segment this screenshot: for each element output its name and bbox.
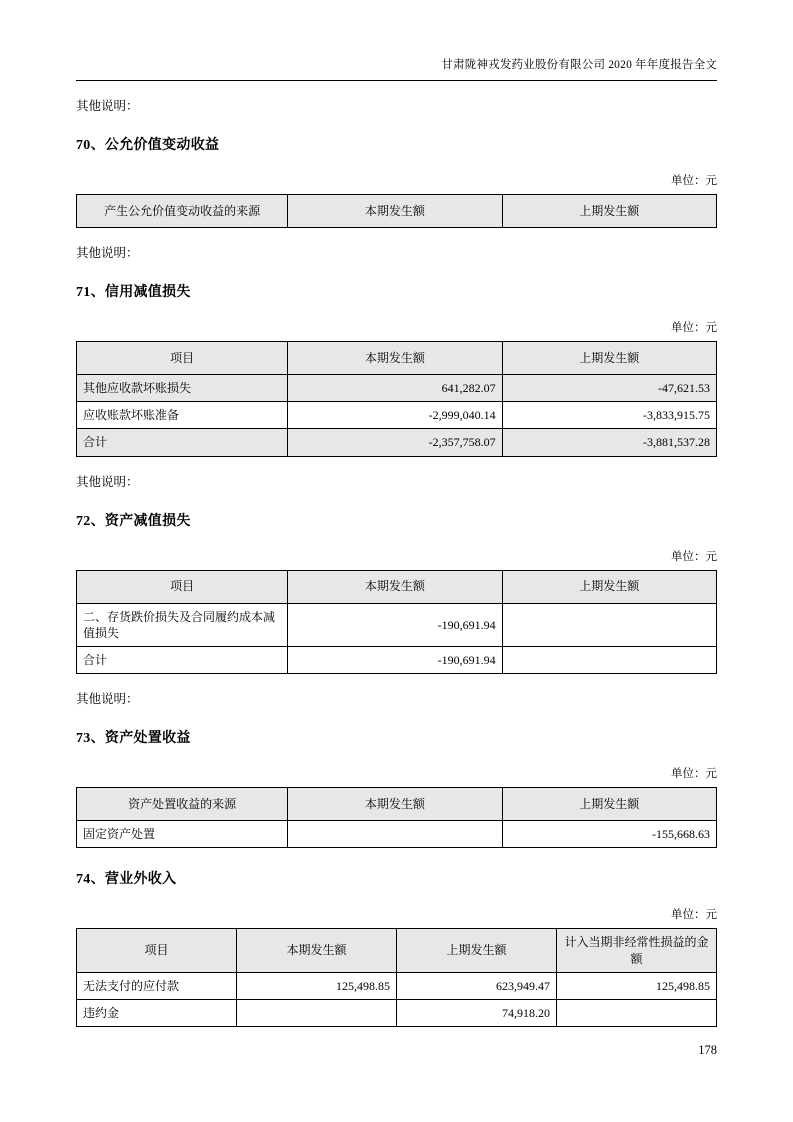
section-heading-73: 73、资产处置收益 — [76, 731, 191, 747]
column-header: 产生公允价值变动收益的来源 — [77, 195, 288, 228]
section-heading-71: 71、信用减值损失 — [76, 285, 191, 300]
row-value-current: -2,357,758.07 — [288, 429, 502, 456]
row-label: 应收账款坏账准备 — [77, 402, 288, 429]
column-header: 上期发生额 — [397, 929, 557, 972]
row-label: 无法支付的应付款 — [77, 972, 237, 999]
column-header: 本期发生额 — [288, 195, 502, 228]
table-asset-impairment-loss — [76, 570, 717, 675]
unit-label-70: 单位：元 — [671, 175, 717, 187]
row-value-previous: -3,833,915.75 — [502, 402, 716, 429]
other-note-72: 其他说明： — [76, 692, 139, 707]
row-label: 合计 — [77, 646, 288, 673]
column-header: 上期发生额 — [502, 788, 716, 821]
column-header: 本期发生额 — [288, 788, 502, 821]
row-label: 二、存货跌价损失及合同履约成本减值损失 — [77, 603, 288, 646]
unit-label-74: 单位：元 — [671, 909, 717, 922]
column-header: 本期发生额 — [288, 342, 502, 375]
table-row-total — [77, 429, 717, 456]
table-fair-value-change-income — [76, 194, 717, 228]
row-value-current: -2,999,040.14 — [288, 402, 502, 429]
table-row — [77, 821, 717, 848]
page-number: 178 — [698, 1043, 717, 1057]
other-note-71: 其他说明： — [76, 474, 139, 489]
column-header: 上期发生额 — [502, 342, 716, 375]
other-note-70: 其他说明： — [76, 246, 139, 260]
row-label: 其他应收款坏账损失 — [77, 375, 288, 402]
column-header: 项目 — [77, 342, 288, 375]
column-header: 资产处置收益的来源 — [77, 788, 288, 821]
column-header: 上期发生额 — [502, 570, 716, 603]
table-row — [77, 402, 717, 429]
row-value-nonrecurring: 125,498.85 — [557, 972, 717, 999]
row-value-current: 125,498.85 — [237, 972, 397, 999]
row-label: 违约金 — [77, 999, 237, 1026]
unit-label-72: 单位：元 — [671, 550, 717, 563]
row-value-current — [288, 821, 502, 848]
table-row — [77, 375, 717, 402]
column-header: 计入当期非经常性损益的金额 — [557, 929, 717, 972]
row-value-previous: -3,881,537.28 — [502, 429, 716, 456]
row-value-current: 641,282.07 — [288, 375, 502, 402]
row-label: 固定资产处置 — [77, 821, 288, 848]
unit-label-73: 单位：元 — [671, 768, 717, 781]
table-row-total — [77, 646, 717, 673]
section-heading-70: 70、公允价值变动收益 — [76, 138, 220, 153]
top-other-note: 其他说明： — [76, 99, 139, 113]
table-header-row — [77, 788, 717, 821]
column-header: 项目 — [77, 570, 288, 603]
table-header-row — [77, 195, 717, 228]
row-value-previous: 74,918.20 — [397, 999, 557, 1026]
section-heading-74: 74、营业外收入 — [76, 872, 177, 888]
unit-label-71: 单位：元 — [671, 322, 717, 334]
table-header-row — [77, 929, 717, 972]
row-value-current: -190,691.94 — [288, 646, 502, 673]
table-row — [77, 999, 717, 1026]
table-row — [77, 603, 717, 646]
row-value-current: -190,691.94 — [288, 603, 502, 646]
column-header: 本期发生额 — [288, 570, 502, 603]
row-value-previous: -155,668.63 — [502, 821, 716, 848]
row-value-previous — [502, 646, 716, 673]
row-label: 合计 — [77, 429, 288, 456]
table-credit-impairment-loss — [76, 341, 717, 457]
column-header: 本期发生额 — [237, 929, 397, 972]
running-title: 甘肃陇神戎发药业股份有限公司 2020 年年度报告全文 — [441, 59, 717, 71]
header-rule — [76, 80, 717, 81]
table-asset-disposal-income — [76, 787, 717, 848]
row-value-previous: 623,949.47 — [397, 972, 557, 999]
row-value-previous: -47,621.53 — [502, 375, 716, 402]
table-row — [77, 972, 717, 999]
table-header-row — [77, 570, 717, 603]
column-header: 上期发生额 — [502, 195, 716, 228]
row-value-current — [237, 999, 397, 1026]
section-heading-72: 72、资产减值损失 — [76, 513, 191, 529]
table-header-row — [77, 342, 717, 375]
row-value-previous — [502, 603, 716, 646]
column-header: 项目 — [77, 929, 237, 972]
table-non-operating-income — [76, 928, 717, 1027]
row-value-nonrecurring — [557, 999, 717, 1026]
page-header — [76, 0, 717, 72]
page-content — [76, 0, 717, 1027]
